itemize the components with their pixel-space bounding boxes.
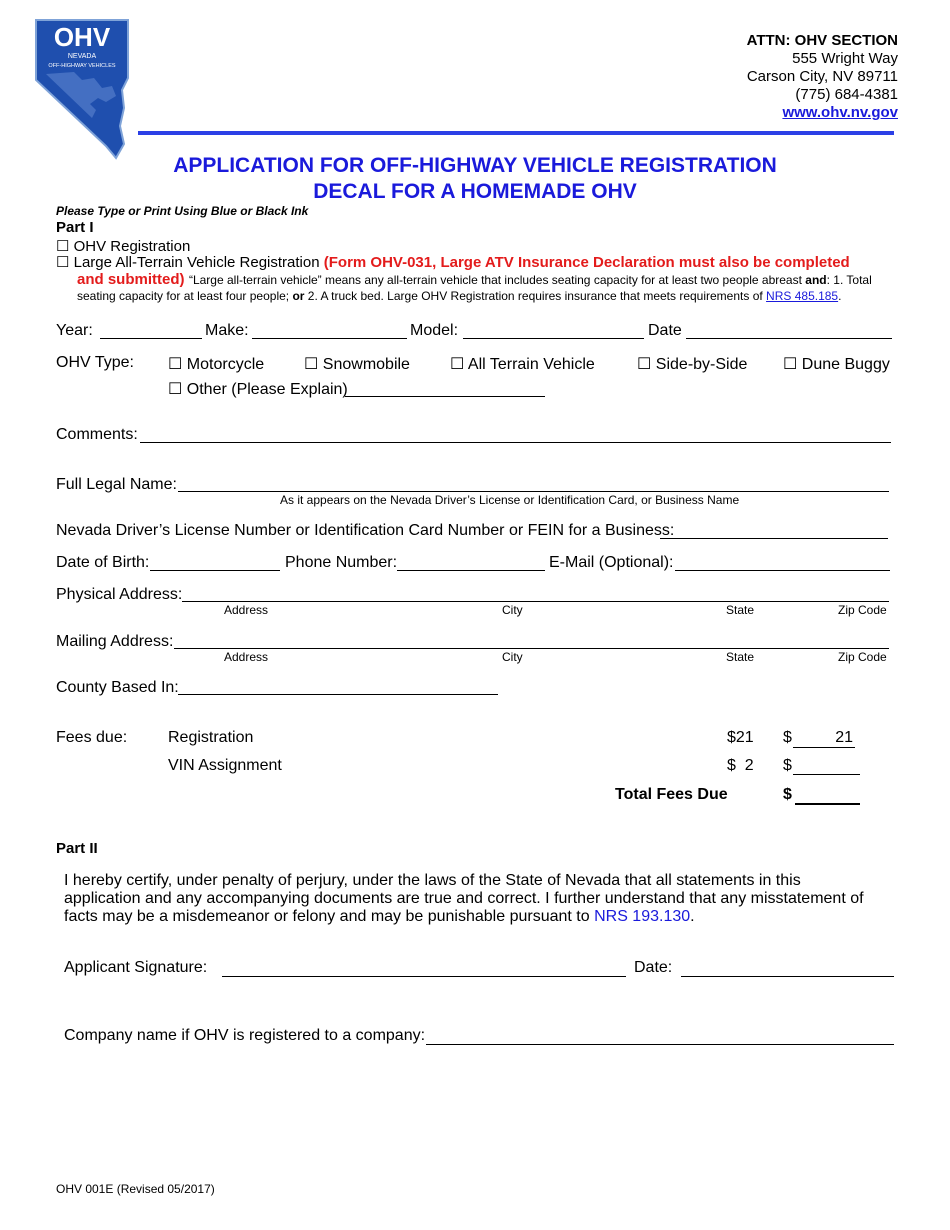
vin-fee-field[interactable]: [793, 774, 860, 775]
large-atv-warning-end: and submitted): [77, 271, 185, 288]
signature-date-field[interactable]: [681, 976, 894, 977]
agency-address-block: [747, 32, 898, 122]
definition-text-c: seating capacity for at least four people;: [77, 289, 293, 303]
mailing-zip-caption: Zip Code: [838, 650, 887, 664]
full-name-field[interactable]: [178, 491, 889, 492]
full-name-label: Full Legal Name:: [56, 476, 177, 493]
definition-text-b: : 1. Total: [826, 273, 872, 287]
side-by-side-checkbox[interactable]: ☐ Side-by-Side: [637, 356, 748, 373]
make-label: Make:: [205, 322, 249, 339]
snowmobile-checkbox[interactable]: ☐ Snowmobile: [304, 356, 410, 373]
company-name-label: Company name if OHV is registered to a company:: [64, 1027, 426, 1044]
comments-label: Comments:: [56, 426, 138, 443]
form-number-footer: OHV 001E (Revised 05/2017): [56, 1182, 215, 1196]
applicant-signature-label: Applicant Signature:: [64, 959, 208, 976]
fees-due-label: Fees due:: [56, 729, 128, 746]
registration-fee-label: Registration: [168, 729, 254, 746]
county-label: County Based In:: [56, 679, 179, 696]
comments-field[interactable]: [140, 442, 891, 443]
mailing-address-caption: Address: [224, 650, 269, 664]
definition-or: or: [292, 289, 305, 303]
ohv-nevada-logo: [32, 18, 130, 160]
mailing-address-field[interactable]: [174, 648, 889, 649]
registration-dollar-sign: $: [783, 729, 792, 746]
date-field[interactable]: [686, 338, 892, 339]
ohv-registration-checkbox[interactable]: ☐ OHV Registration: [56, 238, 191, 255]
certification-text: I hereby certify, under penalty of perjury, under the laws of the State of Nevada that all statements in this application and any accompanying documents are true and correct. I further understand that any misstatement of facts may be a misdemeanor or felony and may be punishable pursuant to: [64, 872, 864, 925]
nrs-485-link[interactable]: NRS 485.185: [766, 289, 839, 303]
full-name-caption: As it appears on the Nevada Driver’s License or Identification Card, or Business Name: [280, 493, 740, 507]
form-title-line1: APPLICATION FOR OFF-HIGHWAY VEHICLE REGISTRATION: [173, 154, 777, 177]
make-field[interactable]: [252, 338, 407, 339]
certification-statement: I hereby certify, under penalty of perjury, under the laws of the State of Nevada that all statements in this application and any accompanying documents are true and correct. I further understand that any misstatement of facts may be a misdemeanor or felony and may be punishable pursuant to NRS 193.130.: [64, 872, 864, 925]
total-dollar-sign: $: [783, 786, 792, 803]
vin-assignment-label: VIN Assignment: [168, 757, 282, 774]
dob-label: Date of Birth:: [56, 554, 150, 571]
year-label: Year:: [56, 322, 93, 339]
header-rule: [138, 131, 894, 135]
large-atv-checkbox[interactable]: ☐ Large All-Terrain Vehicle Registration: [56, 254, 320, 271]
all-terrain-vehicle-checkbox[interactable]: ☐ All Terrain Vehicle: [450, 356, 595, 373]
motorcycle-checkbox[interactable]: ☐ Motorcycle: [168, 356, 265, 373]
attn-line: ATTN: OHV SECTION: [746, 32, 898, 49]
logo-nevada-text: NEVADA: [67, 53, 97, 60]
registration-fee-value: 21: [835, 729, 853, 746]
other-explain-field[interactable]: [345, 396, 545, 397]
dune-buggy-checkbox[interactable]: ☐ Dune Buggy: [783, 356, 890, 373]
ohv-type-label: OHV Type:: [56, 354, 134, 371]
mailing-state-caption: State: [726, 650, 755, 664]
total-fees-field[interactable]: [795, 803, 860, 805]
date-label: Date: [648, 322, 682, 339]
license-label: Nevada Driver’s License Number or Identification Card Number or FEIN for a Business:: [56, 522, 675, 539]
form-title-line2: DECAL FOR A HOMEMADE OHV: [313, 180, 637, 203]
phone-line: (775) 684-4381: [795, 86, 898, 103]
physical-address-field[interactable]: [182, 601, 889, 602]
vin-fee-amount: $ 2: [727, 757, 754, 774]
model-field[interactable]: [463, 338, 644, 339]
model-label: Model:: [410, 322, 459, 339]
company-name-field[interactable]: [426, 1044, 894, 1045]
physical-address-caption: Address: [224, 603, 269, 617]
logo-ohv-text: OHV: [53, 22, 111, 52]
dob-field[interactable]: [150, 570, 280, 571]
physical-state-caption: State: [726, 603, 755, 617]
definition-text-d: 2. A truck bed. Large OHV Registration requires insurance that meets requirements of: [304, 289, 767, 303]
definition-text-a: “Large all-terrain vehicle” means any all-terrain vehicle that includes seating capacity for at least two people abreast: [188, 273, 806, 287]
part-1-heading: Part I: [56, 219, 94, 236]
physical-zip-caption: Zip Code: [838, 603, 887, 617]
signature-date-label: Date:: [634, 959, 673, 976]
physical-address-label: Physical Address:: [56, 586, 183, 603]
large-atv-definition: and submitted) “Large all-terrain vehicle” means any all-terrain vehicle that includes seating capacity for at least two people abreast and: 1. Total seating capacity for at least four people; or 2. A truck bed. Large OHV Registration requires insurance that meets requirements of NRS 485.185.: [77, 271, 872, 303]
mailing-address-label: Mailing Address:: [56, 633, 174, 650]
large-atv-warning: (Form OHV-031, Large ATV Insurance Declaration must also be completed: [323, 254, 850, 271]
phone-field[interactable]: [397, 570, 545, 571]
logo-subtitle-text: OFF-HIGHWAY VEHICLES: [48, 63, 116, 69]
total-fees-label: Total Fees Due: [615, 786, 728, 803]
registration-fee-field[interactable]: [793, 729, 855, 748]
county-field[interactable]: [178, 694, 498, 695]
other-checkbox[interactable]: ☐ Other (Please Explain): [168, 381, 348, 398]
registration-fee-amount: $21: [727, 729, 754, 746]
license-field[interactable]: [660, 538, 888, 539]
year-field[interactable]: [100, 338, 202, 339]
phone-label: Phone Number:: [285, 554, 398, 571]
mailing-city-caption: City: [502, 650, 523, 664]
large-atv-option: [56, 254, 896, 272]
ink-instructions: Please Type or Print Using Blue or Black Ink: [56, 204, 309, 218]
nrs-193-link[interactable]: NRS 193.130: [594, 908, 691, 925]
definition-and: and: [805, 273, 827, 287]
website-link[interactable]: www.ohv.nv.gov: [782, 104, 898, 121]
applicant-signature-field[interactable]: [222, 976, 626, 977]
email-label: E-Mail (Optional):: [549, 554, 674, 571]
email-field[interactable]: [675, 570, 890, 571]
street-line: 555 Wright Way: [792, 50, 898, 67]
vin-dollar-sign: $: [783, 757, 792, 774]
city-line: Carson City, NV 89711: [746, 68, 898, 85]
part-2-heading: Part II: [56, 840, 98, 857]
physical-city-caption: City: [502, 603, 523, 617]
